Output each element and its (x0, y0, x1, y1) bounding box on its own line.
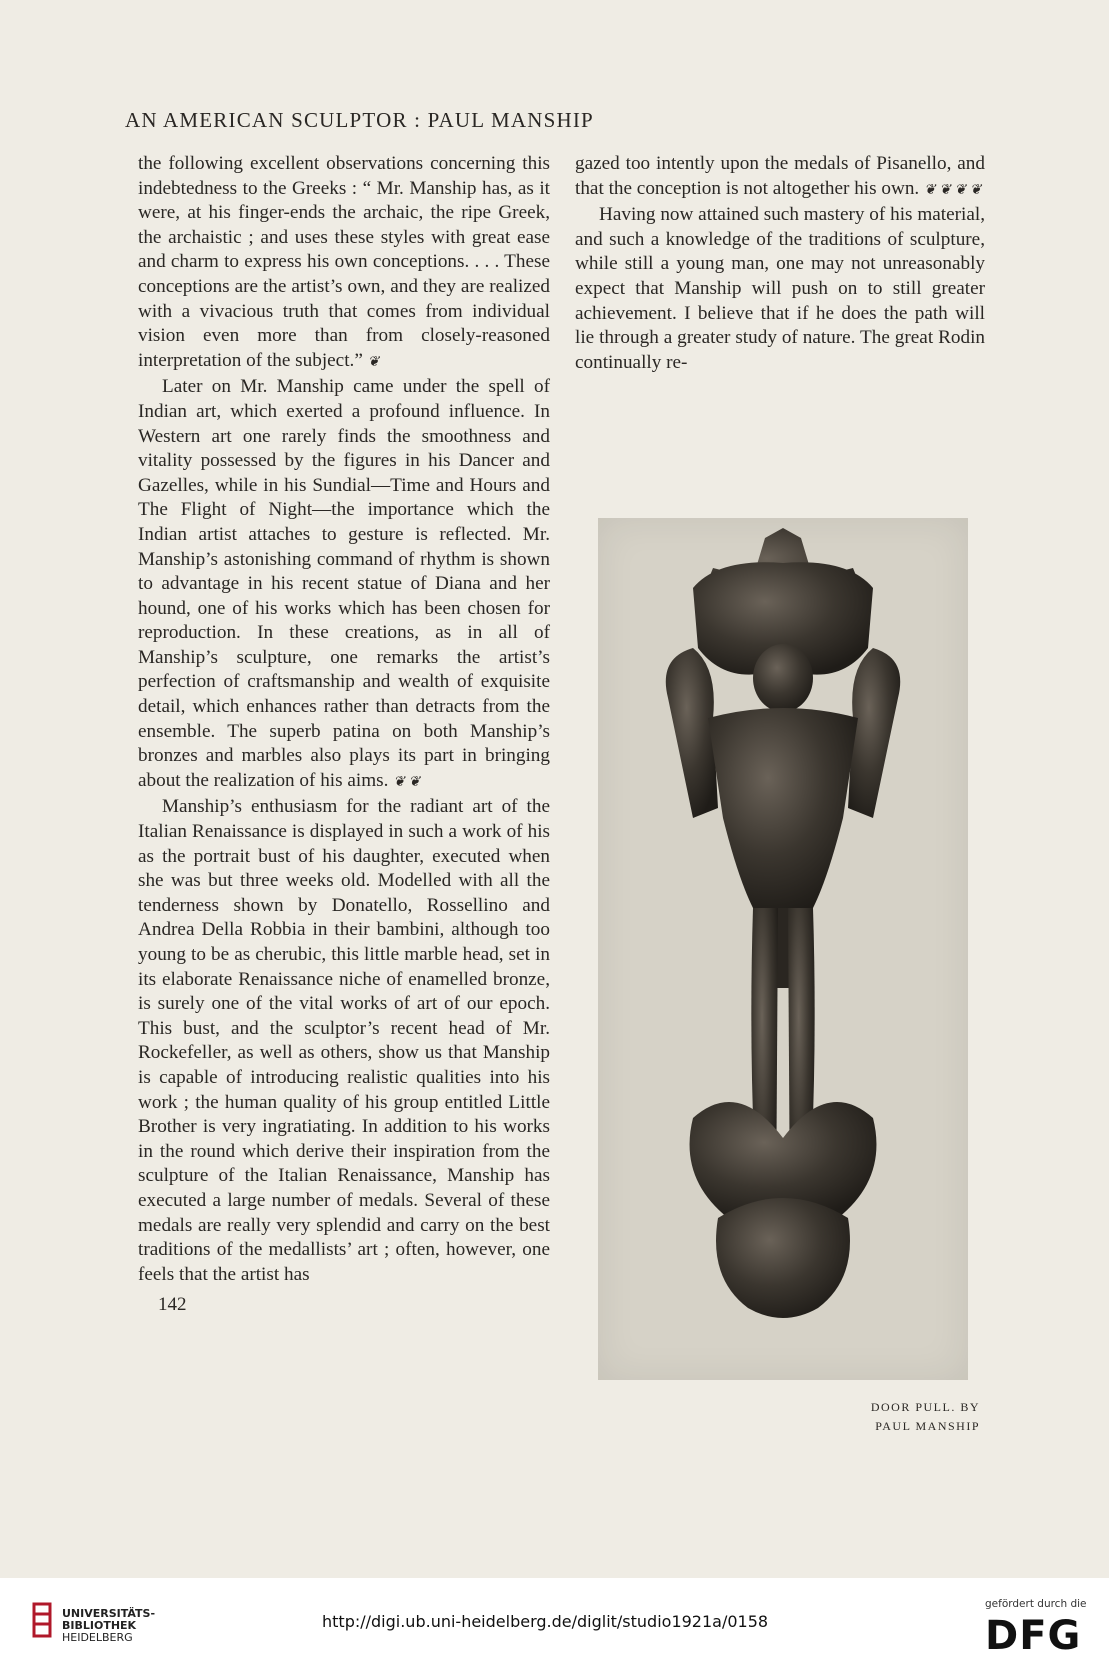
paragraph-text: the following excellent observations concerning this indebtedness to the Greeks : “ Mr. Manship has, as it were, at his finger-ends the archaic, the ripe Greek, the archaistic ; and uses these styles with great ease and charm to express his own conceptions. . . . These conceptions are the artist’s own, and they are realized with a vivacious truth that comes from individual vision even more than from closely-reasoned interpretation of the subject.” (138, 153, 550, 371)
right-text-column (575, 152, 985, 375)
left-text-column (138, 152, 550, 1318)
paragraph-text: Later on Mr. Manship came under the spell of Indian art, which exerted a profound influence. In Western art one rarely finds the smoothness and vitality possessed by the figures in his Dancer and Gazelles, while in his Sundial—Time and Hours and The Flight of Night—the importance which the Indian artist attaches to gesture is reflected. Mr. Manship’s astonishing command of rhythm is shown to advantage in his recent statue of Diana and her hound, one of his works which has been chosen for reproduction. In these creations, as in all of Manship’s sculpture, one remarks the artist’s perfection of craftsmanship and wealth of exquisite detail, which enhances rather than detracts from the ensemble. The superb patina on both Manship’s bronzes and marbles also plays its part in bringing about the realization of his aims. (138, 376, 550, 791)
library-name-line: HEIDELBERG (62, 1631, 133, 1644)
paragraph-text: gazed too intently upon the medals of Pisanello, and that the conception is not altogether his own. (575, 153, 985, 199)
paragraph (575, 203, 985, 375)
paragraph-text: Manship’s enthusiasm for the radiant art of the Italian Renaissance is displayed in such a work of his as the portrait bust of his daughter, executed when she was but three weeks old. Modelled with all the tenderness shown by Donatello, Rossellino and Andrea Della Robbia in their bambini, although too young to be as cherubic, this little marble head, set in its elaborate Renaissance niche of enamelled bronze, is surely one of the vital works of art of our epoch. This bust, and the sculptor’s recent head of Mr. Rockefeller, as well as others, show us that Manship is capable of introducing realistic qualities into his work ; the human quality of his group entitled Little Brother is very ingratiating. In addition to his works in the round which derive their inspiration from the sculpture of the Italian Renaissance, Manship has executed a large number of medals. Several of these medals are really very splendid and carry on the best traditions of the medallists’ art ; often, however, one feels that the artist has (138, 796, 550, 1285)
paragraph-text: Having now attained such mastery of his material, and such a knowledge of the traditions of sculpture, while still a young man, one may not unreasonably expect that Manship will push on to still greater achievement. I believe that if he does the path will lie through a greater study of nature. The great Rodin continually re- (575, 204, 985, 373)
paragraph (575, 152, 985, 203)
library-logo-icon (30, 1600, 56, 1640)
figure-caption (820, 1398, 980, 1436)
paragraph (138, 795, 550, 1287)
library-name-line: UNIVERSITÄTS- (62, 1607, 156, 1620)
paragraph (138, 375, 550, 795)
caption-line: DOOR PULL. BY (870, 1400, 980, 1414)
leaf-ornament: ❦ ❦ (393, 774, 421, 790)
leaf-ornament: ❦ (367, 354, 380, 370)
running-head: AN AMERICAN SCULPTOR : PAUL MANSHIP (125, 108, 594, 132)
library-name-line: BIBLIOTHEK (62, 1619, 137, 1632)
dfg-logo: DFG (985, 1613, 1082, 1659)
paragraph (138, 152, 550, 375)
library-name (62, 1608, 155, 1644)
leaf-ornament: ❦ ❦ ❦ ❦ (924, 182, 982, 198)
door-pull-photograph (598, 518, 968, 1380)
page-number: 142 (158, 1294, 187, 1316)
sponsor-label: gefördert durch die (985, 1598, 1087, 1610)
sculpture-figure (598, 518, 968, 1380)
caption-line: PAUL MANSHIP (875, 1419, 980, 1433)
digitization-url-link[interactable]: http://digi.ub.uni-heidelberg.de/diglit/studio1921a/0158 (322, 1612, 769, 1631)
